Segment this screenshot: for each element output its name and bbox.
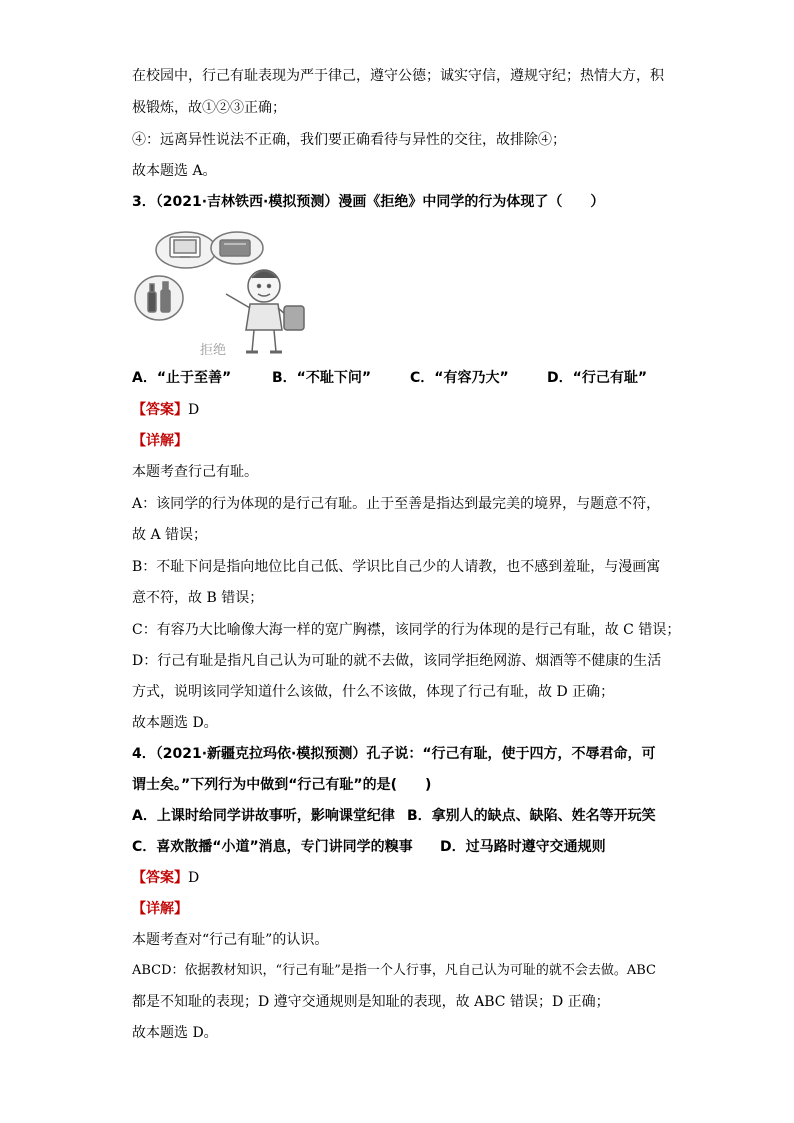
text-line: 故 A 错误；: [132, 527, 208, 543]
question-4-stem: 4．（2021·新疆克拉玛依·模拟预测）孔子说：“行己有耻，使于四方，不辱君命，可: [132, 746, 656, 762]
text-line: C：有容乃大比喻像大海一样的宽广胸襟，该同学的行为体现的是行己有耻，故 C 错误；: [132, 622, 681, 638]
text-line: 在校园中，行己有耻表现为严于律己，遵守公德；诚实守信，遵规守纪；热情大方，积: [132, 68, 664, 84]
detail-tag: 【详解】: [132, 901, 188, 917]
option-c: C．喜欢散播“小道”消息，专门讲同学的糗事: [132, 839, 413, 855]
text-line: 都是不知耻的表现；D 遵守交通规则是知耻的表现，故 ABC 错误；D 正确；: [132, 994, 610, 1010]
text-line: B：不耻下问是指向地位比自己低、学识比自己少的人请教，也不感到羞耻，与漫画寓: [132, 559, 661, 575]
bottles-icon: [135, 276, 183, 320]
option-b: B．拿别人的缺点、缺陷、姓名等开玩笑: [407, 808, 656, 824]
text-line: D：行己有耻是指凡自己认为可耻的就不去做，该同学拒绝网游、烟酒等不健康的生活: [132, 653, 662, 669]
text-line: 故本题选 D。: [132, 1025, 218, 1041]
text-line: 本题考查行己有耻。: [132, 464, 258, 480]
text-line: ABCD：依据教材知识，“行己有耻”是指一个人行事，凡自己认为可耻的就不会去做。ABC: [132, 963, 656, 978]
text-line: 故本题选 D。: [132, 715, 218, 731]
detail-tag: 【详解】: [132, 433, 188, 449]
question-3-stem: 3．（2021·吉林铁西·模拟预测）漫画《拒绝》中同学的行为体现了（ ）: [132, 194, 605, 210]
answer-tag: 【答案】: [132, 402, 188, 418]
option-d: D．“行己有耻”: [547, 370, 648, 386]
cartoon-caption: 拒绝: [200, 343, 227, 358]
answer-value: D: [188, 870, 200, 886]
text-line: 故本题选 A。: [132, 163, 217, 179]
text-line: 本题考查对“行己有耻”的认识。: [132, 932, 329, 948]
text-line: A：该同学的行为体现的是行己有耻。止于至善是指达到最完美的境界，与题意不符，: [132, 496, 661, 512]
text-line: ④：远离异性说法不正确，我们要正确看待与异性的交往，故排除④；: [132, 132, 566, 148]
text-line: 意不符，故 B 错误；: [132, 590, 264, 606]
option-c: C．“有容乃大”: [410, 370, 509, 386]
text-line: 方式，说明该同学知道什么该做，什么不该做，体现了行己有耻，故 D 正确；: [132, 684, 615, 700]
option-a: A．上课时给同学讲故事听，影响课堂纪律: [132, 808, 395, 824]
student-figure: [226, 270, 304, 352]
answer-line: [132, 400, 199, 420]
cartoon-image: [134, 228, 309, 358]
option-a: A．“止于至善”: [132, 370, 232, 386]
cigarettes-icon: [211, 232, 263, 264]
option-b: B．“不耻下问”: [272, 370, 372, 386]
answer-value: D: [188, 402, 200, 418]
text-line: 极锻炼，故①②③正确；: [132, 100, 286, 116]
answer-line: [132, 868, 199, 888]
computer-icon: [156, 232, 216, 268]
answer-tag: 【答案】: [132, 870, 188, 886]
question-4-stem: 谓士矣。”下列行为中做到“行己有耻”的是( ): [132, 777, 432, 793]
option-d: D．过马路时遵守交通规则: [440, 839, 606, 855]
